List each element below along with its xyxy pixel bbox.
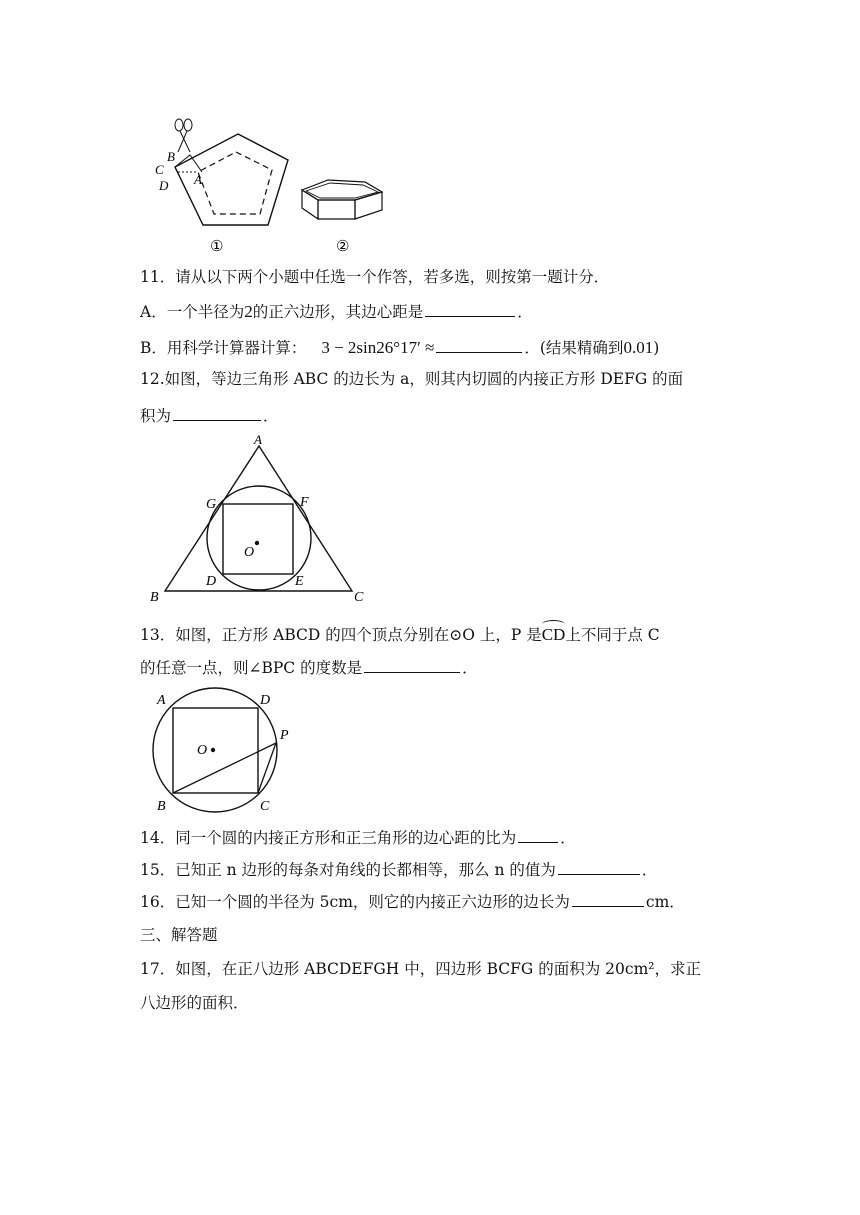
q16-prefix: 16．已知一个圆的半径为 5cm，则它的内接正六边形的边长为 — [140, 893, 570, 911]
q13-line1 — [140, 624, 660, 646]
fig1-label-circled-2: ② — [336, 239, 350, 255]
q11-a-end: ． — [517, 303, 533, 321]
square-abcd — [173, 708, 258, 793]
fig12-label-a: A — [254, 432, 262, 447]
box-side — [318, 200, 355, 219]
fig12-label-o: O — [244, 545, 255, 560]
section-3-title: 三、解答题 — [140, 926, 218, 944]
figure-triangle-incircle-square — [142, 432, 382, 607]
fig1-label-a: A — [194, 172, 202, 187]
fig13-label-d: D — [260, 693, 271, 708]
fig13-label-p: P — [280, 728, 289, 743]
q15 — [140, 858, 657, 881]
q11-stem: 11．请从以下两个小题中任选一个作答，若多选，则按第一题计分． — [140, 268, 610, 286]
q12-line2 — [140, 404, 279, 427]
fig12-label-d: D — [206, 574, 217, 589]
q14-blank[interactable] — [518, 826, 558, 843]
q16-end: cm． — [645, 893, 685, 911]
q16 — [140, 890, 685, 913]
q13-line2-prefix: 的任意一点，则∠BPC 的度数是 — [140, 659, 363, 677]
outer-pentagon — [175, 134, 288, 225]
q11-option-a — [140, 300, 533, 323]
q13-suffix: 上不同于点 C — [565, 626, 660, 644]
fig13-label-o: O — [197, 743, 208, 758]
q17-line2: 八边形的面积． — [140, 994, 249, 1012]
fig12-label-f: F — [300, 495, 309, 510]
q17-line1: 17．如图，在正八边形 ABCDEFGH 中，四边形 BCFG 的面积为 20cm²，求正 — [140, 960, 701, 978]
q14-end: ． — [560, 829, 576, 847]
center-point — [255, 541, 259, 545]
q11-a-prefix: A．一个半径为 — [140, 303, 245, 321]
figure-square-in-circle — [143, 686, 313, 816]
q11-a-blank[interactable] — [425, 300, 515, 317]
fig13-label-b: B — [157, 799, 166, 814]
q14-prefix: 14．同一个圆的内接正方形和正三角形的边心距的比为 — [140, 829, 517, 847]
scissors-icon — [175, 119, 192, 152]
q11-b-precision: 0.01 — [623, 338, 654, 357]
q11-b-expression: 3 − 2sin26°17′ ≈ — [321, 338, 435, 357]
q12-end: ． — [263, 407, 279, 425]
q14 — [140, 826, 576, 849]
q15-blank[interactable] — [558, 858, 640, 875]
fig1-label-c: C — [155, 162, 164, 177]
box-front — [302, 190, 318, 219]
q16-blank[interactable] — [572, 890, 644, 907]
fig12-label-e: E — [295, 574, 304, 589]
q11-a-num: 2 — [244, 302, 253, 321]
q11-b-blank[interactable] — [436, 336, 522, 353]
q13-blank[interactable] — [364, 656, 460, 673]
q13-prefix: 13．如图，正方形 ABCD 的四个顶点分别在⊙O 上，P 是 — [140, 626, 542, 644]
square-defg — [223, 504, 293, 574]
q11-a-suffix: 的正六边形，其边心距是 — [252, 303, 424, 321]
fig12-label-c: C — [354, 590, 364, 605]
center-point-o — [211, 748, 215, 752]
fig1-label-b: B — [167, 149, 175, 164]
q11-b-end: ．(结果精确到 — [524, 339, 624, 357]
q11-option-b — [140, 336, 659, 359]
fig13-label-c: C — [260, 799, 270, 814]
figure-pentagon-folding — [150, 112, 390, 257]
q13-end: ． — [462, 659, 478, 677]
q15-prefix: 15．已知正 n 边形的每条对角线的长都相等，那么 n 的值为 — [140, 861, 556, 879]
q11-b-prefix: B．用科学计算器计算： — [140, 339, 307, 357]
box-right — [355, 192, 382, 219]
inner-dashed-pentagon — [198, 152, 272, 214]
fig12-label-b: B — [150, 590, 159, 605]
fig12-label-g: G — [206, 497, 217, 512]
q15-end: ． — [641, 861, 658, 879]
fig13-label-a: A — [157, 693, 166, 708]
q11-b-close: ) — [653, 339, 660, 357]
triangle-abc — [165, 446, 352, 591]
q12-prefix: 积为 — [140, 407, 172, 425]
q13-arc-cd: CD — [541, 625, 566, 644]
fig1-label-d: D — [159, 178, 169, 193]
q12-blank[interactable] — [173, 404, 261, 421]
cut-line — [175, 155, 202, 172]
box-top-inner — [306, 183, 378, 198]
q12-line1: 12.如图，等边三角形 ABC 的边长为 a，则其内切圆的内接正方形 DEFG 的面 — [140, 370, 684, 388]
fig1-label-circled-1: ① — [210, 239, 224, 255]
q13-line2 — [140, 656, 478, 679]
